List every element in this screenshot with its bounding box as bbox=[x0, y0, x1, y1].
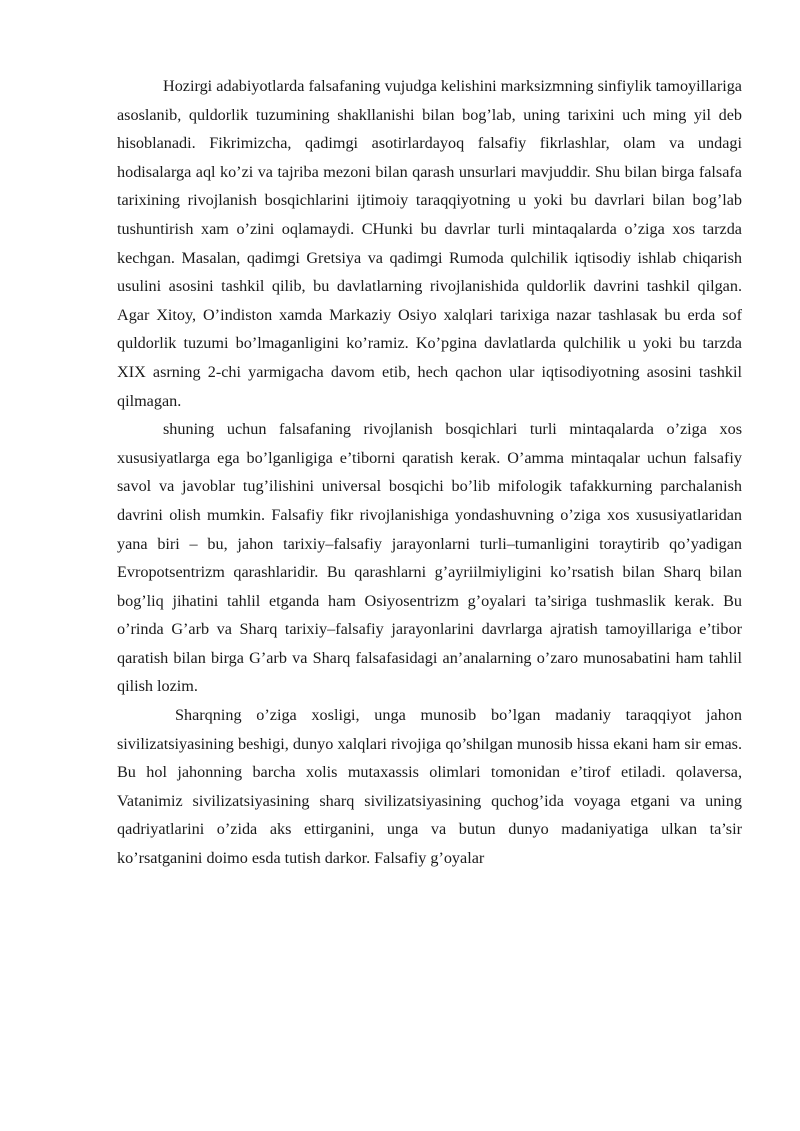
paragraph-2: shuning uchun falsafaning rivojlanish bosqichlari turli mintaqalarda o’ziga xos xususiyatlarga ega bo’lganligiga e’tiborni qaratish kerak. O’amma mintaqalar uchun falsafiy savol va javoblar tug’ilishini universal bosqichi bo’lib mifologik tafakkurning parchalanish davrini olish mumkin. Falsafiy fikr rivojlanishiga yondashuvning o’ziga xos xususiyatlaridan yana biri – bu, jahon tarixiy–falsafiy jarayonlarni turli–tumanligini toraytirib qo’yadigan Evropotsentrizm qarashlaridir. Bu qarashlarni g’ayriilmiyligini ko’rsatish bilan Sharq bilan bog’liq jihatini tahlil etganda ham Osiyosentrizm g’oyalari ta’siriga tushmaslik kerak. Bu o’rinda G’arb va Sharq tarixiy–falsafiy jarayonlarini davrlarga ajratish tamoyillariga e’tibor qaratish bilan birga G’arb va Sharq falsafasidagi an’analarning o’zaro munosabatini ham tahlil qilish lozim. bbox=[117, 420, 742, 696]
paragraph-1: Hozirgi adabiyotlarda falsafaning vujudga kelishini marksizmning sinfiylik tamoyillariga asoslanib, quldorlik tuzumining shakllanishi bilan bog’lab, uning tarixini uch ming yil deb hisoblanadi. Fikrimizcha, qadimgi asotirlardayoq falsafiy fikrlashlar, olam va undagi hodisalarga aql ko’zi va tajriba mezoni bilan qarash unsurlari mavjuddir. Shu bilan birga falsafa tarixining rivojlanish bosqichlarini ijtimoiy taraqqiyotning u yoki bu davrlari bilan bog’lab tushuntirish xam o’zini oqlamaydi. CHunki bu davrlar turli mintaqalarda o’ziga xos tarzda kechgan. Masalan, qadimgi Gretsiya va qadimgi Rumoda qulchilik iqtisodiy ishlab chiqarish usulini asosini tashkil qilib, bu davlatlarning rivojlanishida quldorlik davrini tashkil qilgan. Agar Xitoy, O’indiston xamda Markaziy Osiyo xalqlari tarixiga nazar tashlasak bu erda sof quldorlik tuzumi bo’lmaganligini ko’ramiz. Ko’pgina davlatlarda qulchilik u yoki bu tarzda XIX asrning 2-chi yarmigacha davom etib, hech qachon ular iqtisodiyotning asosini tashkil qilmagan. bbox=[117, 77, 742, 410]
paragraph-3: Sharqning o’ziga xosligi, unga munosib bo’lgan madaniy taraqqiyot jahon sivilizatsiyasining beshigi, dunyo xalqlari rivojiga qo’shilgan munosib hissa ekani ham sir emas. Bu hol jahonning barcha xolis mutaxassis olimlari tomonidan e’tirof etiladi. qolaversa, Vatanimiz sivilizatsiyasining sharq sivilizatsiyasining quchog’ida voyaga etgani va uning qadriyatlarini o’zida aks ettirganini, unga va butun dunyo madaniyatiga ulkan ta’sir ko’rsatganini doimo esda tutish darkor. Falsafiy g’oyalar bbox=[117, 706, 742, 868]
body-text bbox=[117, 72, 742, 873]
